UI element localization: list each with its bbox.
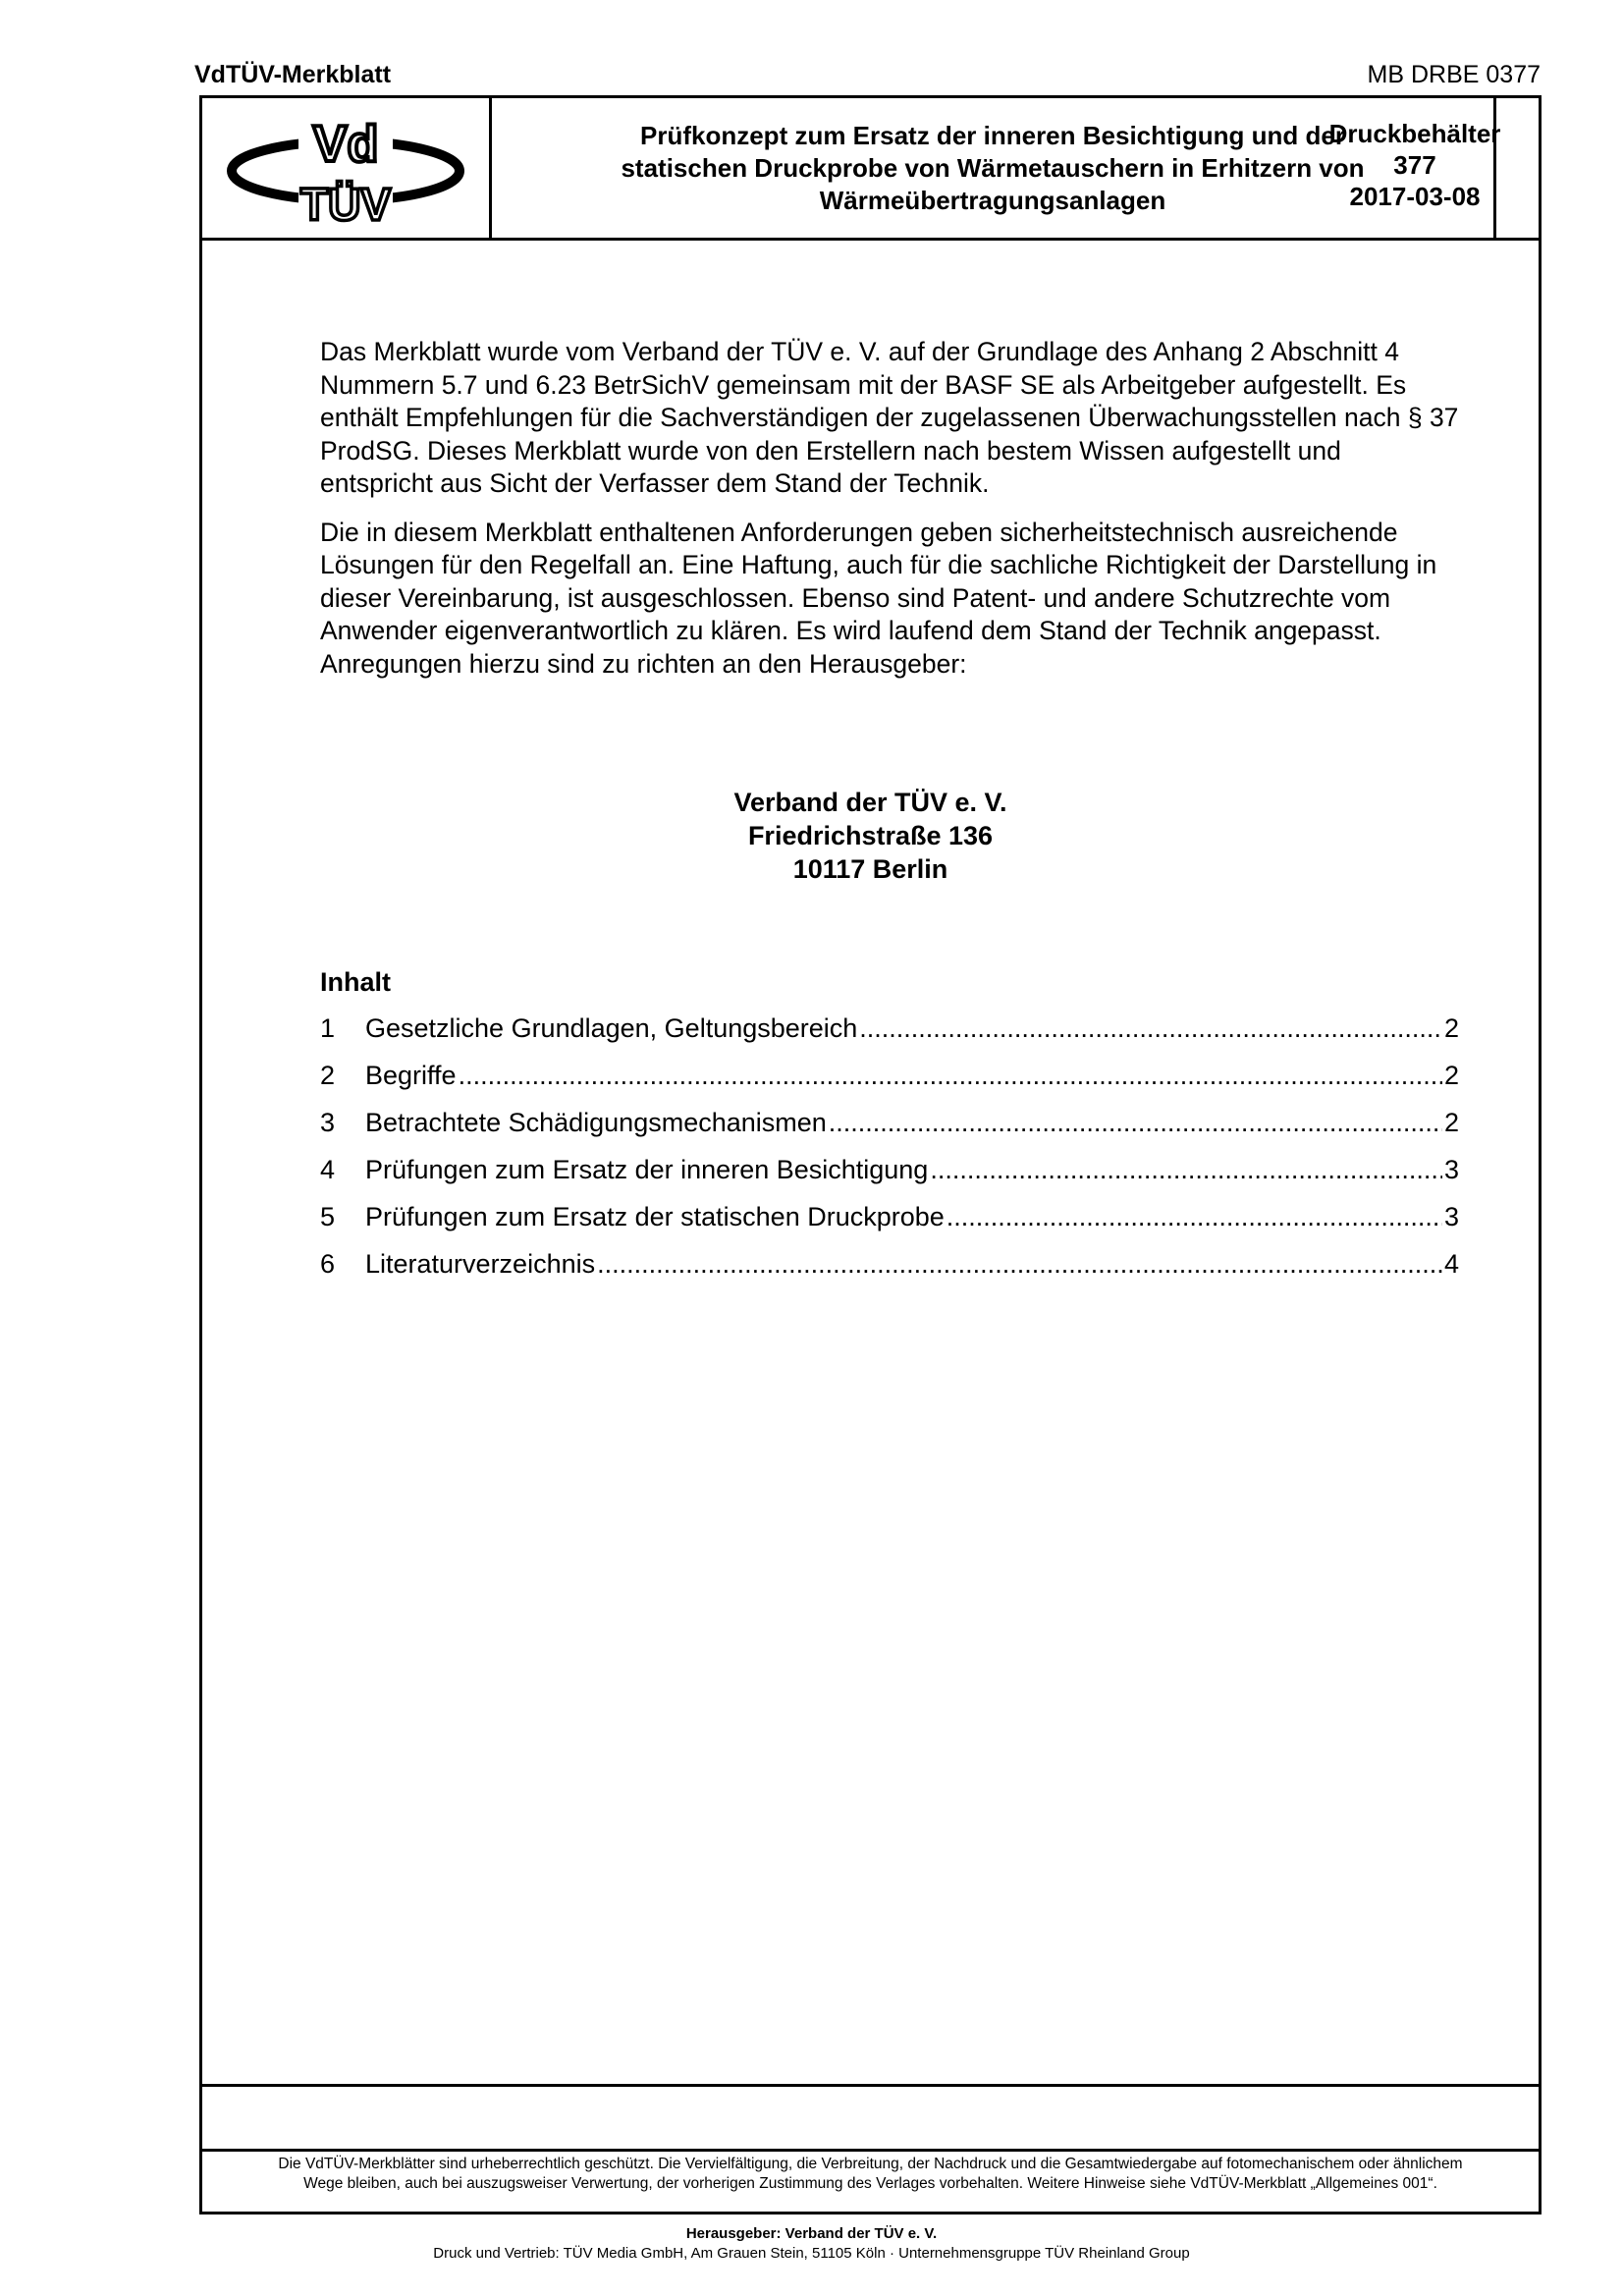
toc-item-label: Prüfungen zum Ersatz der statischen Druckprobe	[365, 1202, 945, 1231]
toc-item-label: Gesetzliche Grundlagen, Geltungsbereich	[365, 1013, 858, 1043]
toc-item-page: 2	[1443, 1061, 1459, 1090]
toc-item-label: Literaturverzeichnis	[365, 1249, 596, 1279]
address-line-3: 10117 Berlin	[792, 854, 948, 884]
toc-item[interactable]	[320, 1013, 1459, 1061]
toc-item-page: 2	[1443, 1108, 1459, 1137]
toc-item-page: 3	[1443, 1202, 1459, 1231]
intro-paragraph-1: Das Merkblatt wurde vom Verband der TÜV e. V. auf der Grundlage des Anhang 2 Abschnitt 4 Nummern 5.7 und 6.23 BetrSichV gemeinsam mit der BASF SE als Arbeitgeber aufgestellt. Es enthält Empfehlungen für die Sachverständigen der zugelassenen Überwachungsstellen nach § 37 ProdSG. Dieses Merkblatt wurde von den Erstellern nach bestem Wissen aufgestellt und entspricht aus Sicht der Verfasser dem Stand der Technik.	[320, 337, 1459, 498]
toc-item-number: 5	[320, 1202, 336, 1231]
title-bar	[202, 98, 1539, 241]
vdtuev-logo	[202, 98, 489, 238]
toc-item-page: 4	[1443, 1249, 1459, 1279]
logo-cell	[202, 98, 492, 238]
intro-text	[320, 336, 1459, 696]
toc-item-number: 4	[320, 1155, 336, 1184]
document-title: Prüfkonzept zum Ersatz der inneren Besichtigung und der statischen Druckprobe von Wärmetauschern in Erhitzern von Wärmeübertragungsanlagen	[621, 120, 1365, 215]
document-id-cell	[1291, 98, 1539, 238]
toc-item[interactable]	[320, 1249, 1459, 1296]
toc-item-number: 3	[320, 1108, 336, 1137]
footer-publisher: Herausgeber: Verband der TÜV e. V.	[685, 2225, 938, 2242]
toc-item-label: Betrachtete Schädigungsmechanismen	[365, 1108, 827, 1137]
toc-leader-dots	[829, 1108, 1442, 1138]
page-frame	[199, 95, 1542, 2214]
toc-item-number: 6	[320, 1249, 336, 1279]
logo-tuev-text: TÜV	[300, 179, 391, 230]
logo-vd-text: Vd	[312, 116, 379, 173]
document-date: 2017-03-08	[1349, 182, 1481, 211]
document-series-label: VdTÜV-Merkblatt	[194, 61, 392, 88]
intro-paragraph-2: Die in diesem Merkblatt enthaltenen Anforderungen geben sicherheitstechnisch ausreichende Lösungen für den Regelfall an. Eine Haftung, auch für die sachliche Richtigkeit der Darstellung in dieser Vereinbarung, ist ausgeschlossen. Ebenso sind Patent- und andere Schutzrechte vom Anwender eigenverantwortlich zu klären. Es wird laufend dem Stand der Technik angepasst. Anregungen hierzu sind zu richten an den Herausgeber:	[320, 517, 1437, 679]
copyright-notice	[202, 2155, 1539, 2194]
address-line-2: Friedrichstraße 136	[747, 821, 994, 850]
toc-title: Inhalt	[320, 967, 391, 997]
copyright-line-1: Die VdTÜV-Merkblätter sind urheberrechtlich geschützt. Die Vervielfältigung, die Verbreitung, der Nachdruck und die Gesamtwiedergabe auf fotomechanischem oder ähnlichem	[278, 2156, 1463, 2172]
toc-leader-dots	[930, 1155, 1442, 1185]
toc-item-label: Begriffe	[365, 1061, 457, 1090]
toc-item-number: 2	[320, 1061, 336, 1090]
toc-item-page: 2	[1443, 1013, 1459, 1043]
toc-item[interactable]	[320, 1202, 1459, 1249]
divider-line	[202, 2149, 1539, 2152]
toc-leader-dots	[947, 1202, 1442, 1232]
toc-item-number: 1	[320, 1013, 336, 1043]
toc-leader-dots	[459, 1061, 1442, 1091]
toc-item[interactable]	[320, 1061, 1459, 1108]
document-category: Druckbehälter	[1328, 119, 1501, 148]
address-line-1: Verband der TÜV e. V.	[733, 788, 1007, 817]
publisher-address	[202, 786, 1539, 886]
document-number: 377	[1393, 150, 1436, 180]
toc-item[interactable]	[320, 1108, 1459, 1155]
toc-leader-dots	[597, 1249, 1442, 1280]
footer-distribution: Druck und Vertrieb: TÜV Media GmbH, Am Grauen Stein, 51105 Köln · Unternehmensgruppe TÜV Rheinland Group	[433, 2245, 1190, 2262]
toc-item-page: 3	[1443, 1155, 1459, 1184]
toc-leader-dots	[859, 1013, 1442, 1044]
toc-item-label: Prüfungen zum Ersatz der inneren Besichtigung	[365, 1155, 929, 1184]
table-of-contents	[320, 967, 1459, 1296]
document-code: MB DRBE 0377	[1367, 61, 1541, 88]
divider-line	[202, 2084, 1539, 2087]
toc-item[interactable]	[320, 1155, 1459, 1202]
copyright-line-2: Wege bleiben, auch bei auszugsweiser Verwertung, der vorherigen Zustimmung des Verlages vorbehalten. Weitere Hinweise siehe VdTÜV-Merkblatt „Allgemeines 001“.	[303, 2175, 1437, 2192]
